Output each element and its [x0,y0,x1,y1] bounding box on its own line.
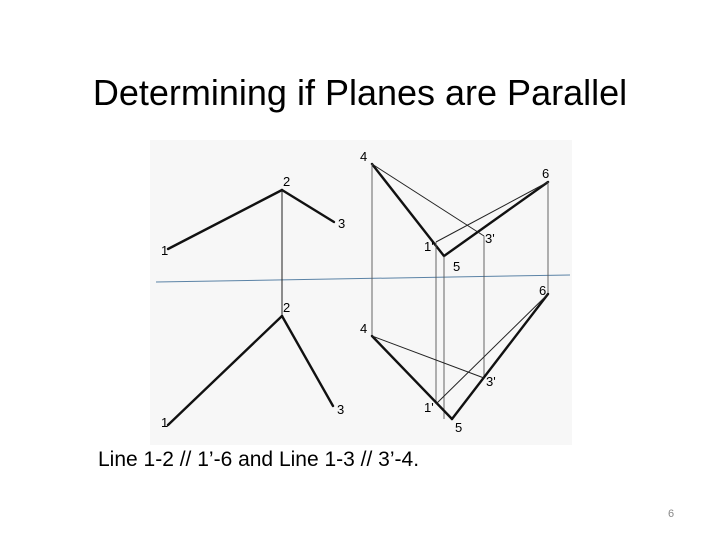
label-right-bot-5: 5 [455,420,463,435]
label-right-top-1p: 1' [424,239,434,254]
label-right-bot-6: 6 [539,283,547,298]
figure-background [150,140,572,445]
label-right-bot-4: 4 [360,321,368,336]
label-left-bot-3: 3 [337,402,345,417]
label-right-top-4: 4 [360,149,368,164]
label-left-bot-1: 1 [161,415,169,430]
label-right-top-6: 6 [542,166,550,181]
page-number: 6 [668,508,675,520]
label-left-bot-2: 2 [283,300,291,315]
label-right-bot-3p: 3' [486,374,496,389]
label-right-bot-1p: 1' [424,400,434,415]
label-right-top-5: 5 [453,259,461,274]
label-right-top-3p: 3' [485,231,495,246]
label-left-top-1: 1 [161,243,169,258]
label-left-top-3: 3 [338,216,346,231]
label-left-top-2: 2 [283,174,291,189]
slide-caption: Line 1-2 // 1’-6 and Line 1-3 // 3’-4. [98,448,420,471]
slide-title: Determining if Planes are Parallel [92,72,628,113]
